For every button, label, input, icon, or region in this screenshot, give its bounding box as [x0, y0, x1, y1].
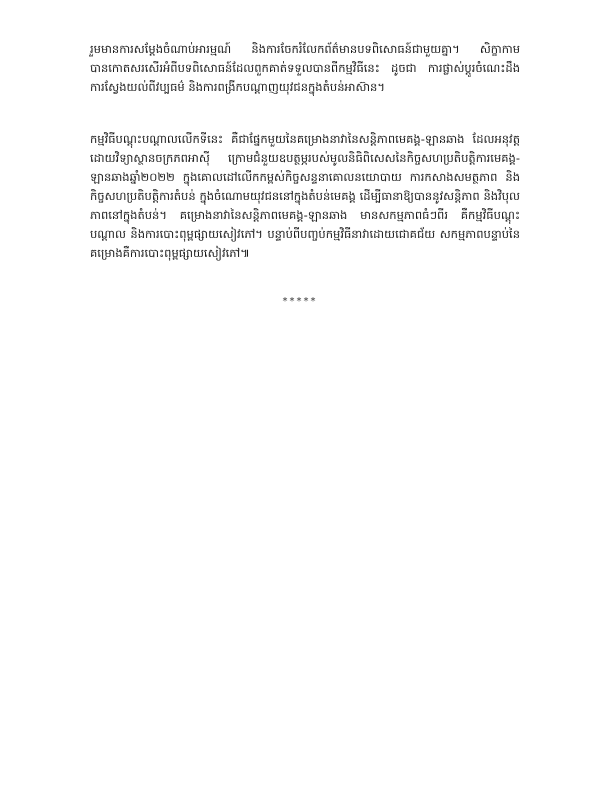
body-paragraph-2: កម្មវិធីបណ្តុះបណ្តាលលើកទីនេះ គឺជាផ្នែកមួយនៃគម្រោងនាវានៃសន្តិភាពមេគង្គ-ឡានឆាង ដែលអនុវត្តដោយវិទ្យាស្ថានចក្រភពអាស៊ី ក្រោមជំនួយឧបត្ថម្ភរបស់មូលនិធិពិសេសនៃកិច្ចសហប្រតិបត្តិការមេគង្គ-ឡានឆាងឆ្នាំ២០២២ ក្នុងគោលដៅលើកកម្ពស់កិច្ចសន្ទនាគោលនយោបាយ ការកសាងសមត្ថភាព និងកិច្ចសហប្រតិបត្តិការតំបន់ ក្នុងចំណោមយុវជននៅក្នុងតំបន់មេគង្គ ដើម្បីធានាឱ្យបាននូវសន្តិភាព និងវិបុលភាពនៅក្នុងតំបន់។ គម្រោងនាវានៃសន្តិភាពមេគង្គ-ឡានឆាង មានសកម្មភាពធំៗពីរ គឺកម្មវិធីបណ្តុះបណ្តាល និងការបោះពុម្ពផ្សាយសៀវភៅ។ បន្ទាប់ពីបញ្ចប់កម្មវិធីនាវាដោយជោគជ័យ សកម្មភាពបន្ទាប់នៃគម្រោងគឺការបោះពុម្ពផ្សាយសៀវភៅ៕: [90, 132, 520, 260]
section-separator: *****: [282, 296, 318, 307]
body-paragraph-1: រួមមានការសម្ដែងចំណាប់អារម្មណ៍ និងការចែករំលែកព័ត៌មានបទពិសោធន៍ជាមួយគ្នា។ សិក្ខាកាមបានកោតសរសើរអំពីបទពិសោធន៍ដែលពួកគាត់ទទួលបានពីកម្មវិធីនេះ ដូចជា ការផ្លាស់ប្តូរចំណេះដឹង ការស្វែងយល់ពីវប្បធម៌ និងការពង្រីកបណ្ដាញយុវជនក្នុងតំបន់អាស៊ាន។: [90, 42, 520, 94]
